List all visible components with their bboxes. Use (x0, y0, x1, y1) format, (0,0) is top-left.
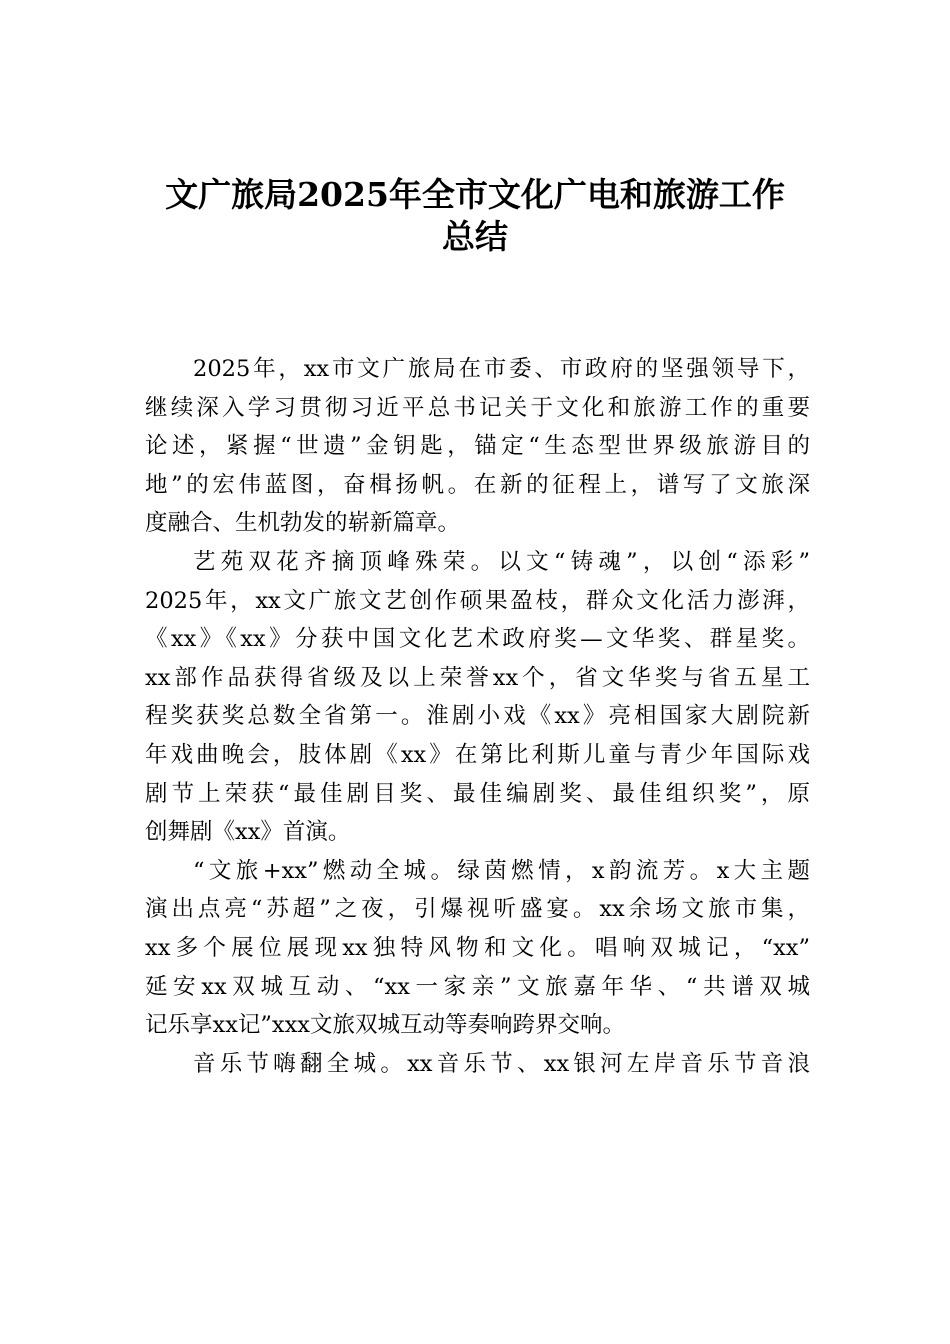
text-line: 创舞剧《xx》首演。 (145, 819, 351, 846)
text-line: 演出点亮“苏超”之夜，引爆视听盛宴。xx余场文旅市集， (145, 896, 810, 923)
document-title-line-1: 文广旅局2025年全市文化广电和旅游工作 (165, 175, 785, 214)
text-line: 音乐节嗨翻全城。xx音乐节、xx银河左岸音乐节音浪 (193, 1050, 810, 1077)
text-line: 程奖获奖总数全省第一。淮剧小戏《xx》亮相国家大剧院新 (145, 703, 810, 730)
text-line: xx多个展位展现xx独特风物和文化。唱响双城记，“xx” (145, 934, 810, 961)
text-line: 论述，紧握“世遗”金钥匙，锚定“生态型世界级旅游目的 (145, 433, 810, 460)
text-line: 2025年，xx文广旅文艺创作硕果盈枝，群众文化活力澎湃， (145, 587, 810, 614)
text-line: 地”的宏伟蓝图，奋楫扬帆。在新的征程上，谱写了文旅深 (145, 471, 810, 498)
text-line: 度融合、生机勃发的崭新篇章。 (145, 510, 461, 537)
text-line: 2025年，xx市文广旅局在市委、市政府的坚强领导下， (193, 356, 810, 382)
document-title-line-2: 总结 (442, 217, 508, 256)
paragraph-intro (145, 350, 810, 543)
paragraph-music-festival (145, 1045, 810, 1084)
text-line: xx部作品获得省级及以上荣誉xx个，省文华奖与省五星工 (145, 664, 810, 691)
text-line: 《xx》《xx》分获中国文化艺术政府奖—文华奖、群星奖。 (145, 626, 810, 653)
text-line: 延安xx双城互动、“xx一家亲”文旅嘉年华、“共谱双城 (145, 973, 810, 1000)
text-line: 记乐享xx记”xxx文旅双城互动等奏响跨界交响。 (145, 1012, 625, 1039)
text-line: 艺苑双花齐摘顶峰殊荣。以文“铸魂”，以创“添彩” (193, 548, 810, 575)
document-body (145, 350, 810, 1083)
paragraph-culture-tourism-plus (145, 852, 810, 1045)
text-line: 年戏曲晚会，肢体剧《xx》在第比利斯儿童与青少年国际戏 (145, 741, 810, 768)
text-line: 剧节上荣获“最佳剧目奖、最佳编剧奖、最佳组织奖”，原 (145, 780, 810, 807)
paragraph-arts-awards (145, 543, 810, 852)
text-line: “文旅+xx”燃动全城。绿茵燃情，x韵流芳。x大主题 (193, 857, 810, 884)
text-line: 继续深入学习贯彻习近平总书记关于文化和旅游工作的重要 (145, 394, 810, 421)
